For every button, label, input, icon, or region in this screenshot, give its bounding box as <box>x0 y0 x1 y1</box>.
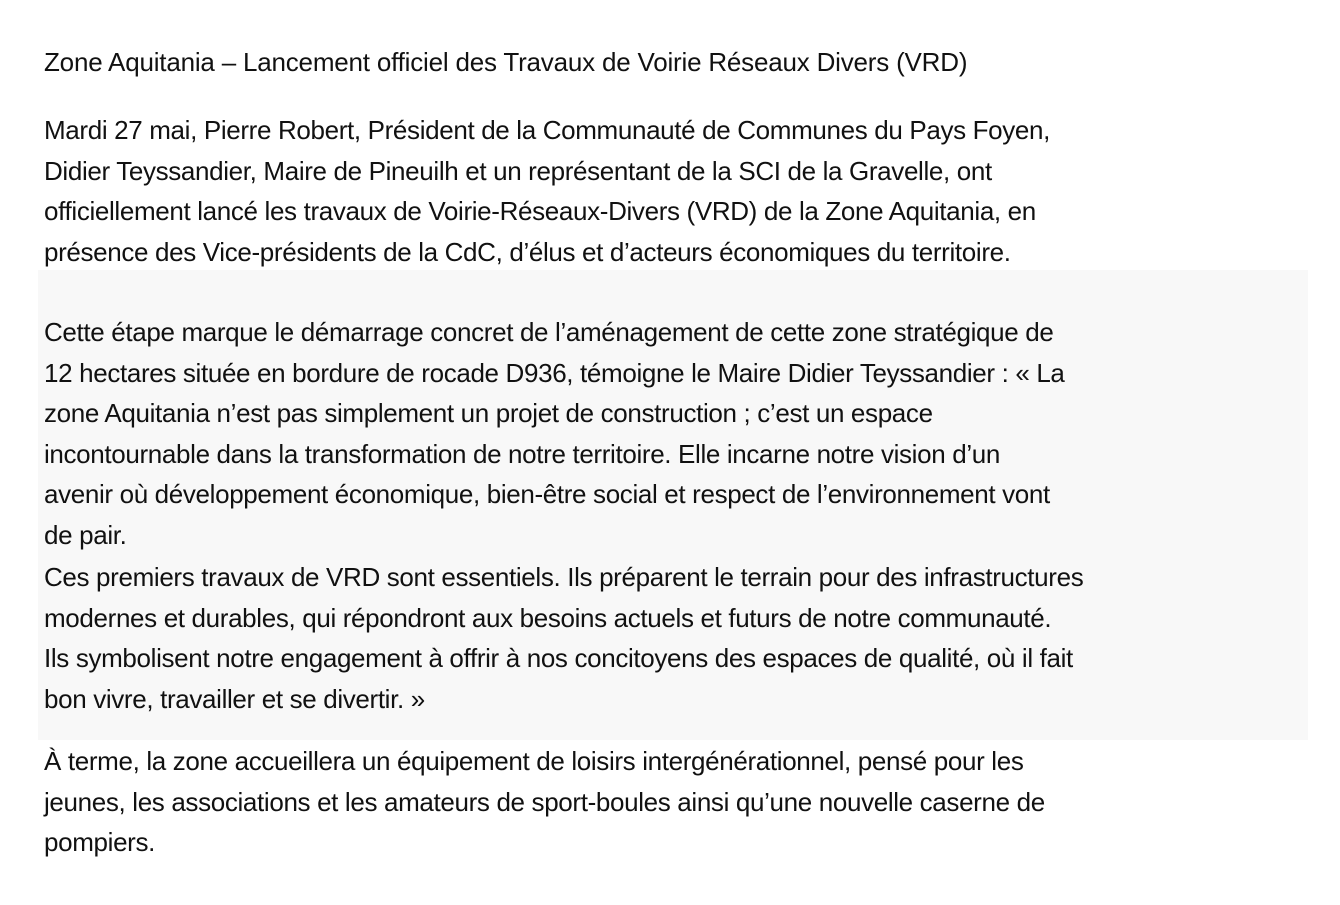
text-line: Ces premiers travaux de VRD sont essentiels. Ils préparent le terrain pour des infrastructures <box>44 562 1084 592</box>
text-line: À terme, la zone accueillera un équipement de loisirs intergénérationnel, pensé pour les <box>44 746 1024 776</box>
text-line: pompiers. <box>44 827 156 857</box>
document-title: Zone Aquitania – Lancement officiel des Travaux de Voirie Réseaux Divers (VRD) <box>44 47 968 77</box>
text-line: avenir où développement économique, bien-être social et respect de l’environnement vont <box>44 479 1050 509</box>
text-line: Didier Teyssandier, Maire de Pineuilh et un représentant de la SCI de la Gravelle, ont <box>44 155 992 186</box>
paragraph-announcement <box>44 110 1314 272</box>
text-line: Cette étape marque le démarrage concret de l’aménagement de cette zone stratégique de <box>44 317 1054 347</box>
paragraph-quote-part-2 <box>44 557 1314 719</box>
text-line: incontournable dans la transformation de notre territoire. Elle incarne notre vision d’un <box>44 438 1000 469</box>
text-line: modernes et durables, qui répondront aux besoins actuels et futurs de notre communauté. <box>44 602 1052 633</box>
text-line: de pair. <box>44 519 127 550</box>
text-line: zone Aquitania n’est pas simplement un projet de construction ; c’est un espace <box>44 398 933 428</box>
text-line: Mardi 27 mai, Pierre Robert, Président de la Communauté de Communes du Pays Foyen, <box>44 115 1051 145</box>
text-line: présence des Vice-présidents de la CdC, d’élus et d’acteurs économiques du territoire. <box>44 236 1011 267</box>
text-line: 12 hectares située en bordure de rocade D936, témoigne le Maire Didier Teyssandier : « La <box>44 357 1065 388</box>
text-line: jeunes, les associations et les amateurs de sport-boules ainsi qu’une nouvelle caserne de <box>44 786 1045 817</box>
text-line: officiellement lancé les travaux de Voirie-Réseaux-Divers (VRD) de la Zone Aquitania, en <box>44 196 1036 226</box>
paragraph-future-plans <box>44 741 1314 863</box>
text-line: bon vivre, travailler et se divertir. » <box>44 683 425 714</box>
paragraph-quote-part-1 <box>44 312 1314 555</box>
text-line: Ils symbolisent notre engagement à offrir à nos concitoyens des espaces de qualité, où il fait <box>44 643 1073 673</box>
